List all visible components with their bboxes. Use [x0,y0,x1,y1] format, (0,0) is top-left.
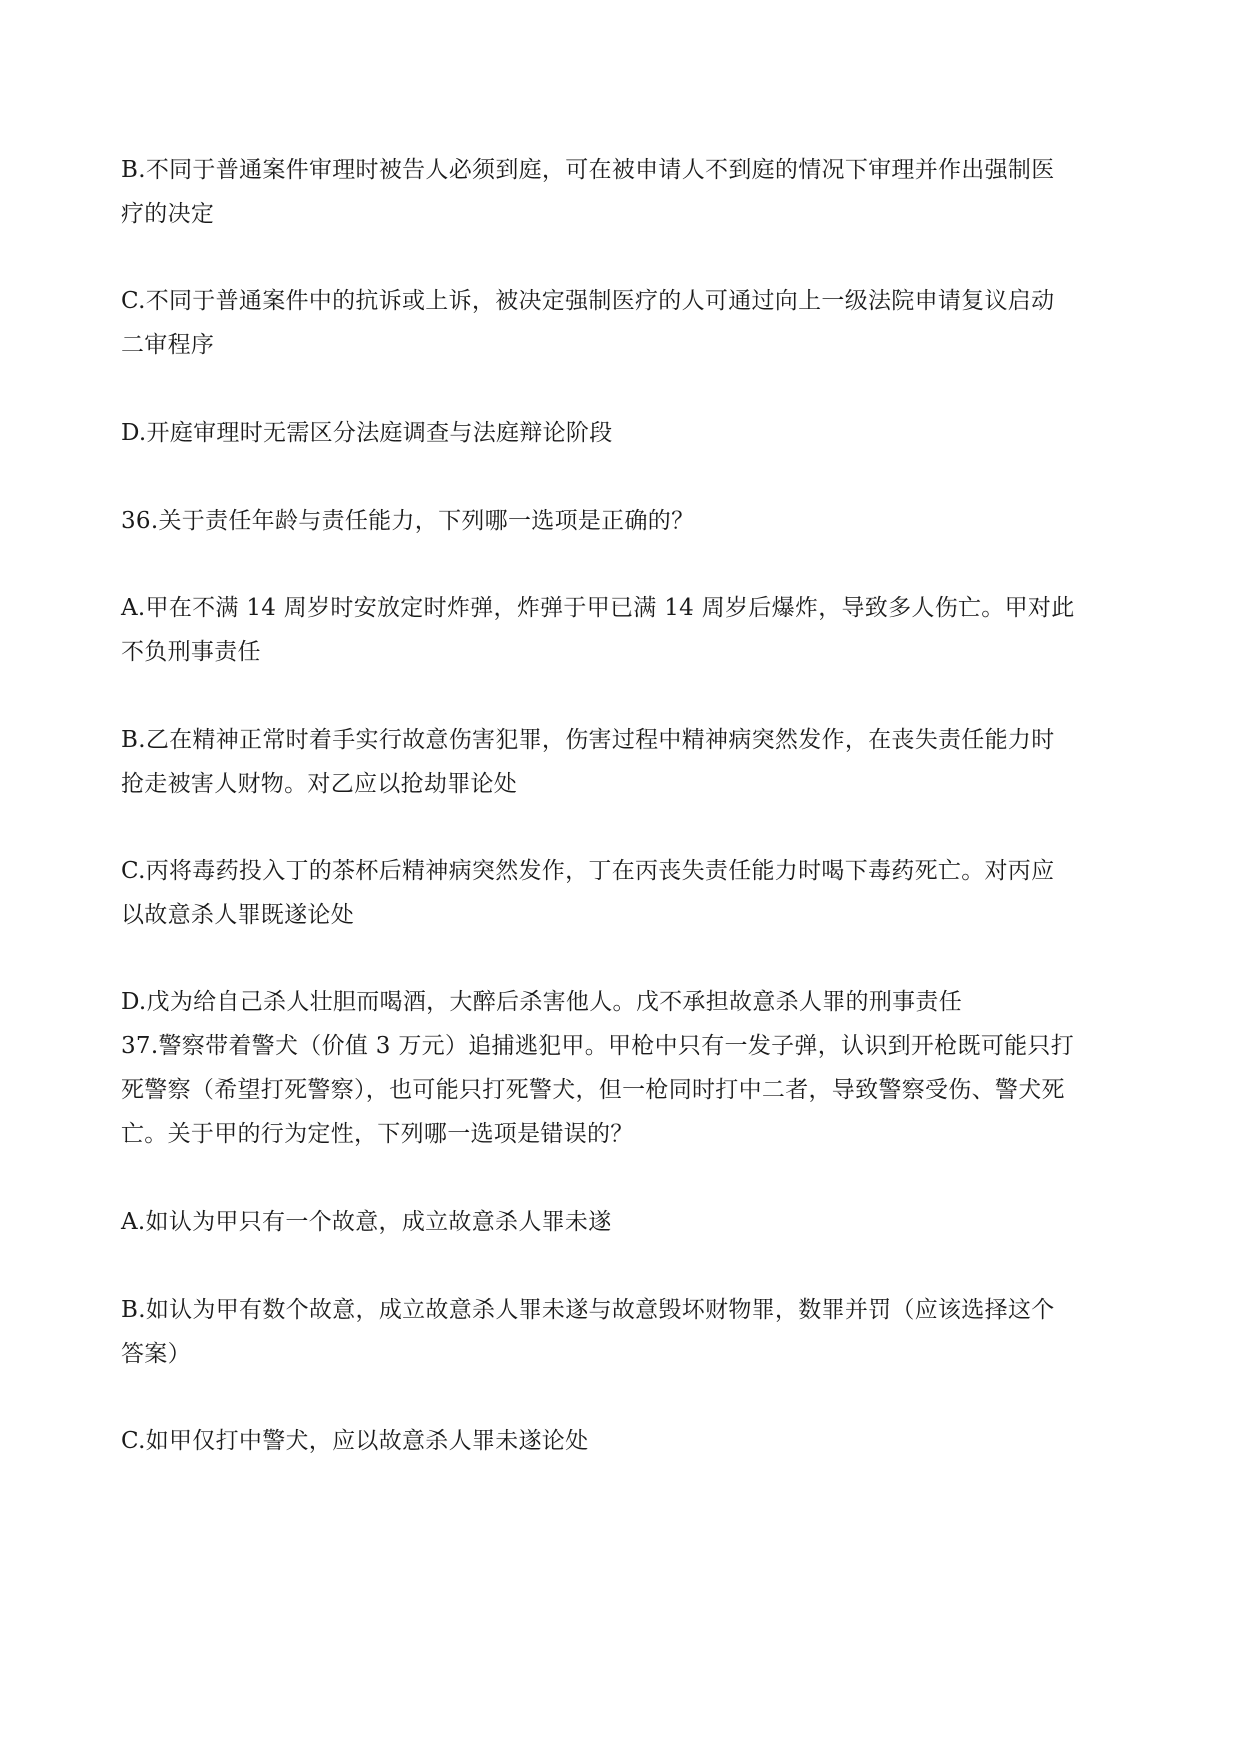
question-37-line-1: 37.警察带着警犬（价值 3 万元）追捕逃犯甲。甲枪中只有一发子弹，认识到开枪既可能只打 [121,1033,1075,1059]
option-c-line-1: C.不同于普通案件中的抗诉或上诉，被决定强制医疗的人可通过向上一级法院申请复议启动 [121,288,1055,314]
q37-option-c-line: C.如甲仅打中警犬，应以故意杀人罪未遂论处 [121,1428,589,1454]
question-37-line-2: 死警察（希望打死警察），也可能只打死警犬，但一枪同时打中二者，导致警察受伤、警犬死 [121,1077,1065,1103]
q36-option-a-line-2: 不负刑事责任 [121,639,261,665]
q37-option-a-line: A.如认为甲只有一个故意，成立故意杀人罪未遂 [121,1209,612,1235]
option-b-line-1: B.不同于普通案件审理时被告人必须到庭，可在被申请人不到庭的情况下审理并作出强制医 [121,157,1055,183]
option-b-line-2: 疗的决定 [121,201,215,227]
q36-option-c-line-1: C.丙将毒药投入丁的茶杯后精神病突然发作，丁在丙丧失责任能力时喝下毒药死亡。对丙应 [121,858,1055,884]
q36-option-b-line-1: B.乙在精神正常时着手实行故意伤害犯罪，伤害过程中精神病突然发作，在丧失责任能力时 [121,727,1055,753]
option-d-line: D.开庭审理时无需区分法庭调查与法庭辩论阶段 [121,420,613,446]
q36-option-b-line-2: 抢走被害人财物。对乙应以抢劫罪论处 [121,771,518,797]
question-36: 36.关于责任年龄与责任能力，下列哪一选项是正确的？ [121,508,695,534]
q36-option-a-line-1: A.甲在不满 14 周岁时安放定时炸弹，炸弹于甲已满 14 周岁后爆炸，导致多人伤亡。甲对此 [121,595,1075,621]
q37-option-b-line-2: 答案） [121,1341,191,1367]
option-c-line-2: 二审程序 [121,332,215,358]
q37-option-b-line-1: B.如认为甲有数个故意，成立故意杀人罪未遂与故意毁坏财物罪，数罪并罚（应该选择这个 [121,1297,1055,1323]
q36-option-c-line-2: 以故意杀人罪既遂论处 [121,902,354,928]
question-37-line-3: 亡。关于甲的行为定性，下列哪一选项是错误的？ [121,1121,634,1147]
q36-option-d-line: D.戊为给自己杀人壮胆而喝酒，大醉后杀害他人。戊不承担故意杀人罪的刑事责任 [121,989,963,1015]
